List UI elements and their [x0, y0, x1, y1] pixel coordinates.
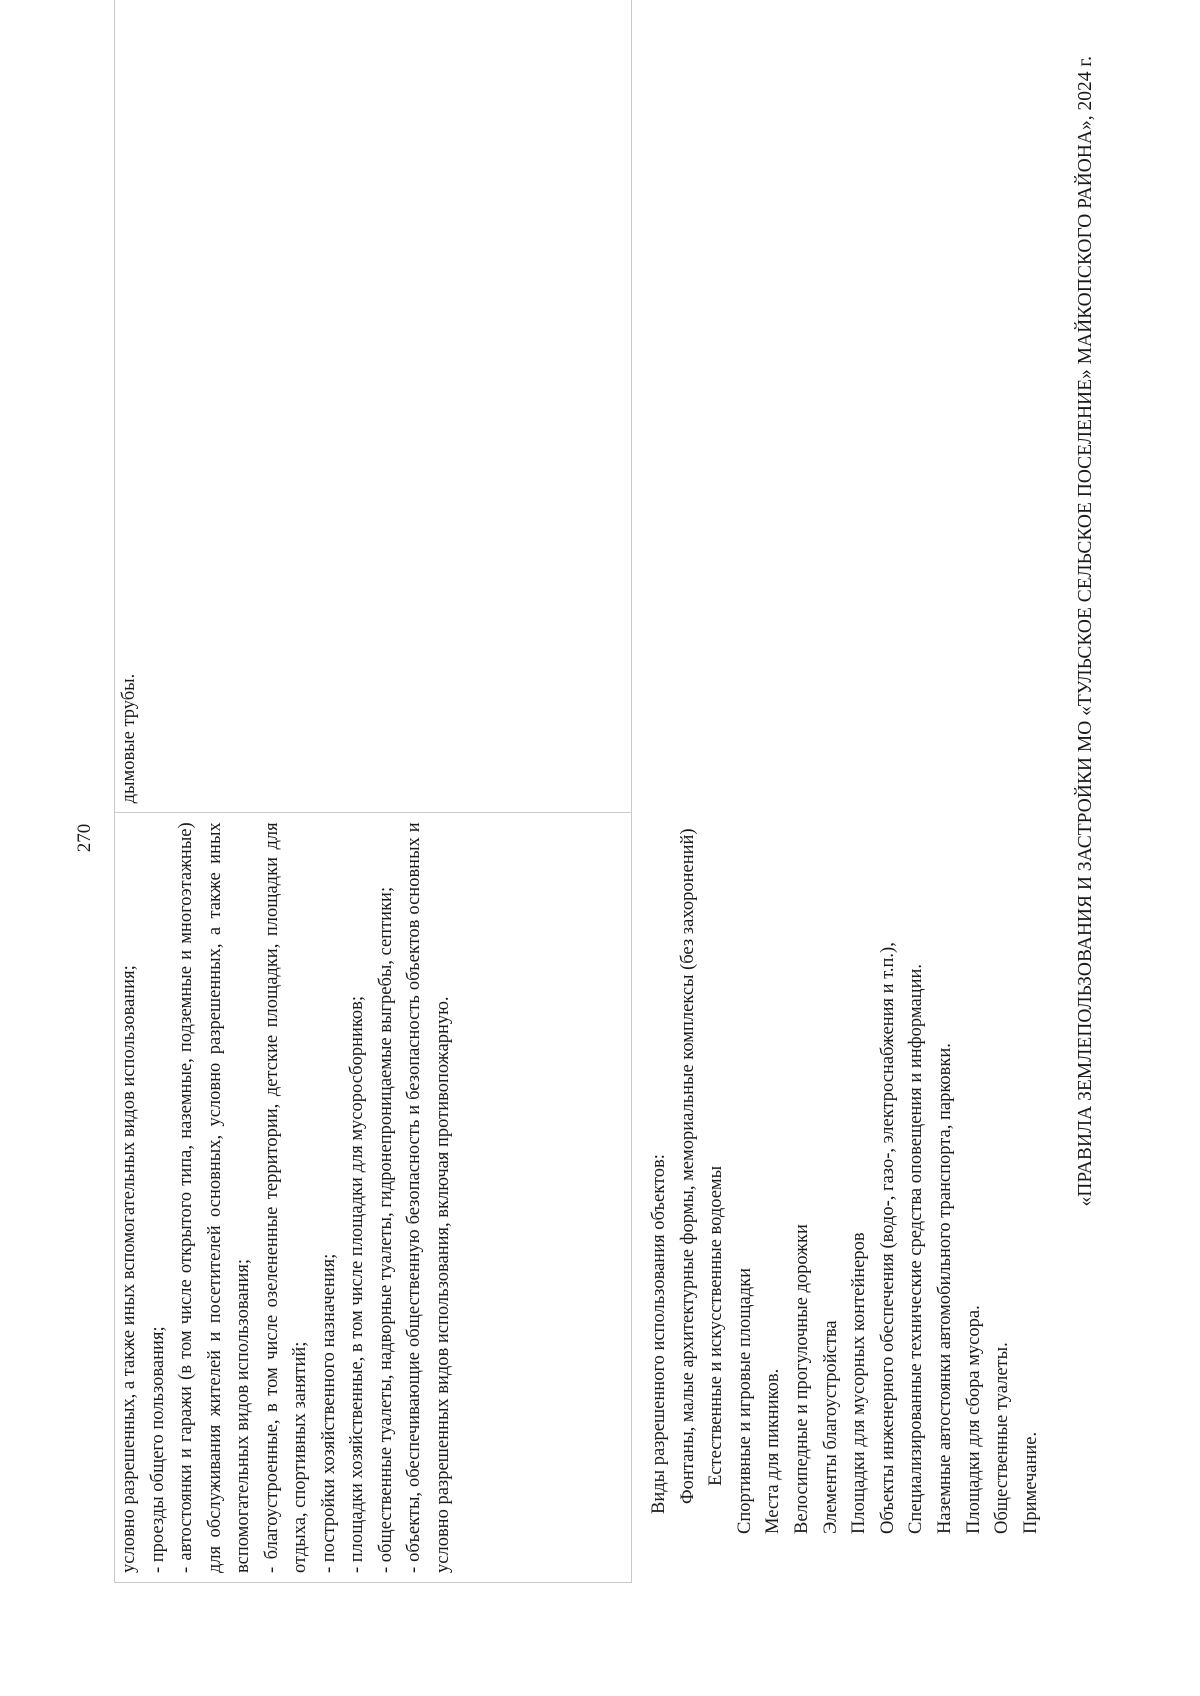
list-item: Места для пикников.	[763, 1368, 784, 1534]
cell-line: - постройки хозяйственного назначения;	[318, 1253, 339, 1573]
cell-line: - общественные туалеты, надворные туалеты, гидронепроницаемые выгребы, септики;	[375, 886, 396, 1573]
table-cell-right	[115, 0, 632, 813]
list-item: Элементы благоустройства	[820, 1320, 841, 1534]
page-number: 270	[74, 823, 95, 853]
list-item: Специализированные технические средства оповещения и информации.	[906, 964, 927, 1534]
cell-line: - площадки хозяйственные, в том числе площадки для мусоросборников;	[347, 995, 367, 1573]
table-cell-left	[115, 813, 632, 1583]
uses-list	[645, 828, 1045, 1534]
list-item: Спортивные и игровые площадки	[734, 1267, 755, 1534]
permitted-use-table	[114, 0, 632, 1583]
cell-line: - проезды общего пользования;	[147, 1326, 168, 1573]
list-item: Естественные и искусственные водоемы	[706, 1165, 727, 1486]
list-item: Примечание.	[1020, 1431, 1041, 1534]
list-item: Общественные туалеты.	[992, 1342, 1013, 1534]
list-heading: Виды разрешенного использования объектов:	[649, 1154, 669, 1514]
list-item: Объекты инженерного обеспечения (водо-, газо-, электроснабжения и т.п.),	[877, 942, 898, 1534]
cell-line: - благоустроенные, в том числе озелененные территории, детские площадки, площадки для отдыха, спортивных занятий;	[261, 822, 310, 1573]
list-item: Наземные автостоянки автомобильного транспорта, парковки.	[934, 1043, 955, 1534]
cell-line: условно разрешенных, а также иных вспомогательных видов использования;	[119, 965, 139, 1573]
list-item: Велосипедные и прогулочные дорожки	[791, 1224, 812, 1534]
document-footer: «ПРАВИЛА ЗЕМЛЕПОЛЬЗОВАНИЯ И ЗАСТРОЙКИ МО «ТУЛЬСКОЕ СЕЛЬСКОЕ ПОСЕЛЕНИЕ» МАЙКОПСКОГО РАЙОНА», 2024 г.	[1075, 56, 1096, 1207]
list-item: Площадки для сбора мусора.	[963, 1305, 984, 1534]
list-item: Фонтаны, малые архитектурные формы, мемориальные комплексы (без захоронений)	[677, 828, 698, 1504]
list-item: Площадки для мусорных контейнеров	[849, 1232, 870, 1534]
cell-line: дымовые трубы.	[119, 673, 139, 804]
cell-line: - автостоянки и гаражи (в том числе открытого типа, наземные, подземные и многоэтажные) для обслуживания жителей и посетителей основных, условно разрешенных, а также иных вспомогательных видов использования;	[176, 822, 253, 1573]
table-row	[115, 0, 632, 1583]
cell-line: - объекты, обеспечивающие общественную безопасность и безопасность объектов основных и условно разрешенных видов использования, включая противопожарную.	[404, 822, 453, 1573]
